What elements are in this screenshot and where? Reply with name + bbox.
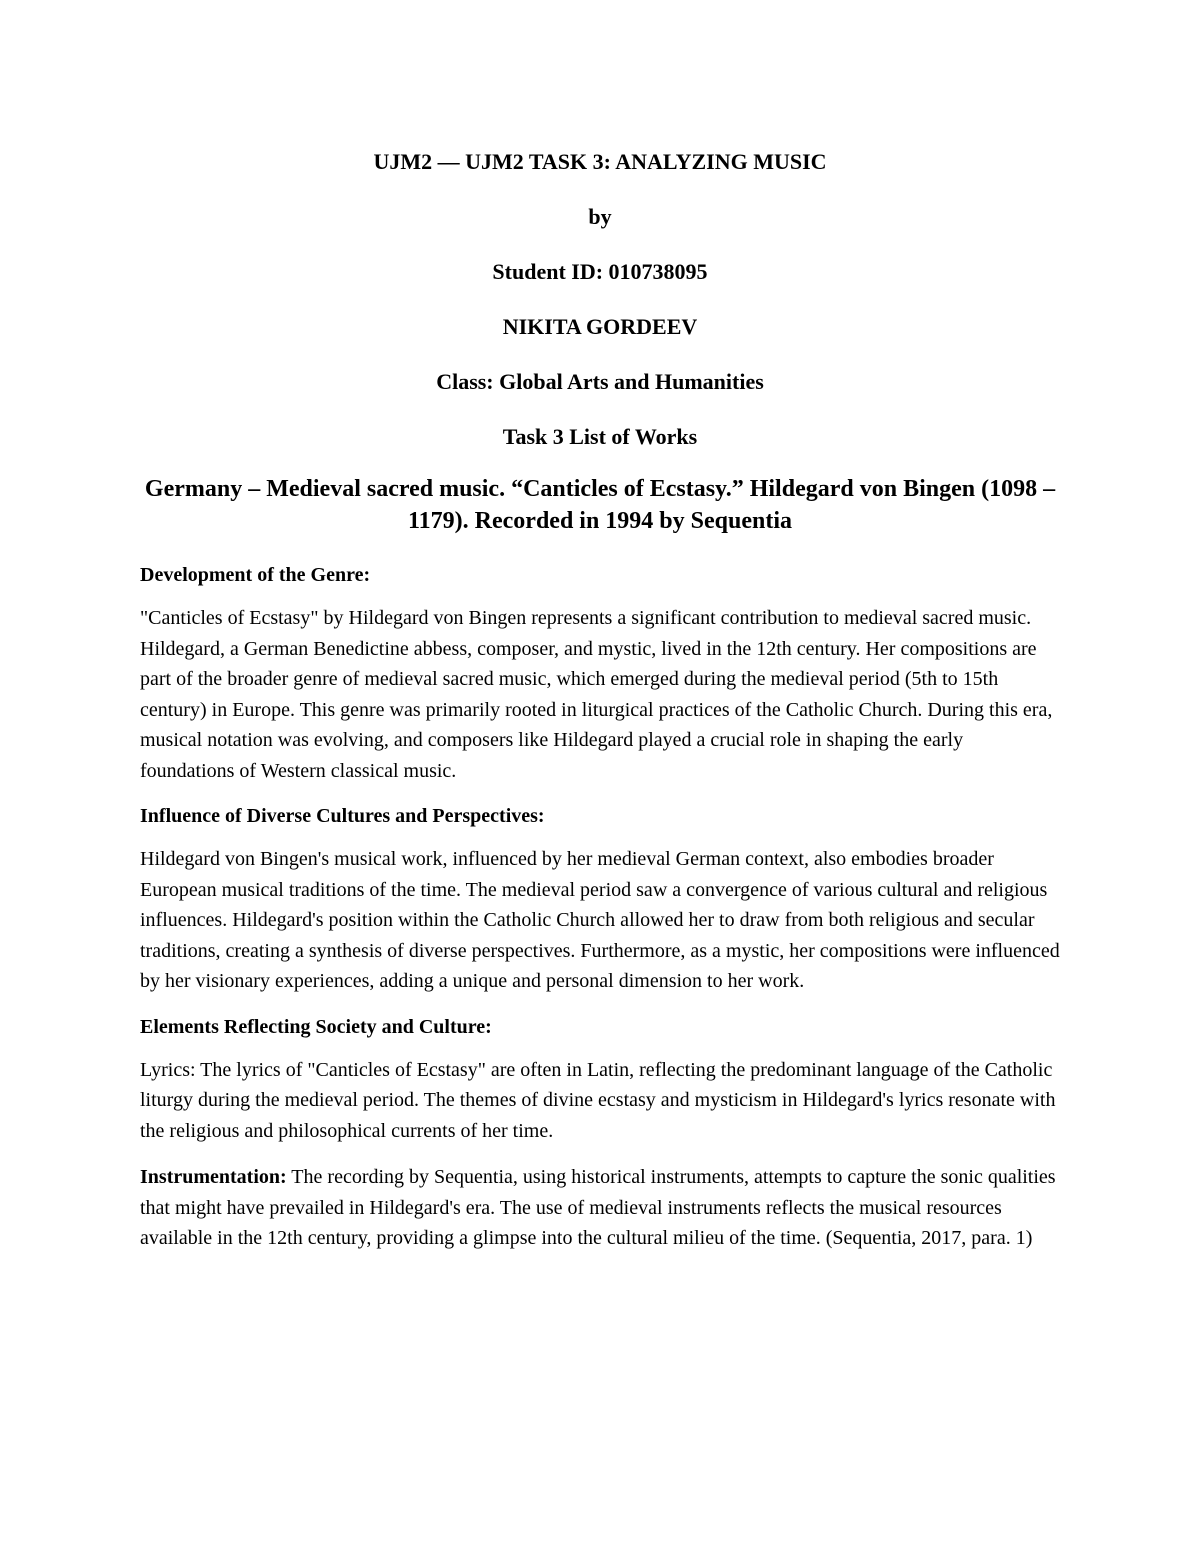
elements-heading: Elements Reflecting Society and Culture: xyxy=(140,1015,492,1038)
list-title: Task 3 List of Works xyxy=(502,424,698,449)
class-name: Class: Global Arts and Humanities xyxy=(436,369,764,394)
author-name: NIKITA GORDEEV xyxy=(502,314,698,339)
influence-heading: Influence of Diverse Cultures and Perspectives: xyxy=(140,805,545,827)
instrumentation-paragraph xyxy=(140,1162,1060,1254)
work-title: Germany – Medieval sacred music. “Canticles of Ecstasy.” Hildegard von Bingen (1098 – 1179). Recorded in 1994 by Sequentia xyxy=(144,476,1056,534)
title-block xyxy=(140,148,1060,451)
lyrics-paragraph: Lyrics: The lyrics of "Canticles of Ecstasy" are often in Latin, reflecting the predominant language of the Catholic liturgy during the medieval period. The themes of divine ecstasy and mysticism in Hildegard's lyrics resonate with the religious and philosophical currents of her time. xyxy=(140,1058,1056,1142)
student-id: Student ID: 010738095 xyxy=(492,259,708,284)
by-line: by xyxy=(588,204,612,229)
development-paragraph: "Canticles of Ecstasy" by Hildegard von Bingen represents a significant contribution to medieval sacred music. Hildegard, a German Benedictine abbess, composer, and mystic, lived in the 12th century. Her compositions are part of the broader genre of medieval sacred music, which emerged during the medieval period (5th to 15th century) in Europe. This genre was primarily rooted in liturgical practices of the Catholic Church. During this era, musical notation was evolving, and composers like Hildegard played a crucial role in shaping the early foundations of Western classical music. xyxy=(140,607,1053,782)
instrumentation-text: The recording by Sequentia, using historical instruments, attempts to capture the sonic qualities that might have prevailed in Hildegard's era. The use of medieval instruments reflects the musical resources available in the 12th century, providing a glimpse into the cultural milieu of the time. (Sequentia, 2017, para. 1) xyxy=(140,1166,1056,1249)
influence-paragraph: Hildegard von Bingen's musical work, influenced by her medieval German context, also embodies broader European musical traditions of the time. The medieval period saw a convergence of various cultural and religious influences. Hildegard's position within the Catholic Church allowed her to draw from both religious and secular traditions, creating a synthesis of diverse perspectives. Furthermore, as a mystic, her compositions were influenced by her visionary experiences, adding a unique and personal dimension to her work. xyxy=(140,848,1060,992)
development-heading: Development of the Genre: xyxy=(140,564,371,586)
instrumentation-label: Instrumentation: xyxy=(140,1166,287,1188)
course-title: UJM2 — UJM2 TASK 3: ANALYZING MUSIC xyxy=(373,149,827,174)
